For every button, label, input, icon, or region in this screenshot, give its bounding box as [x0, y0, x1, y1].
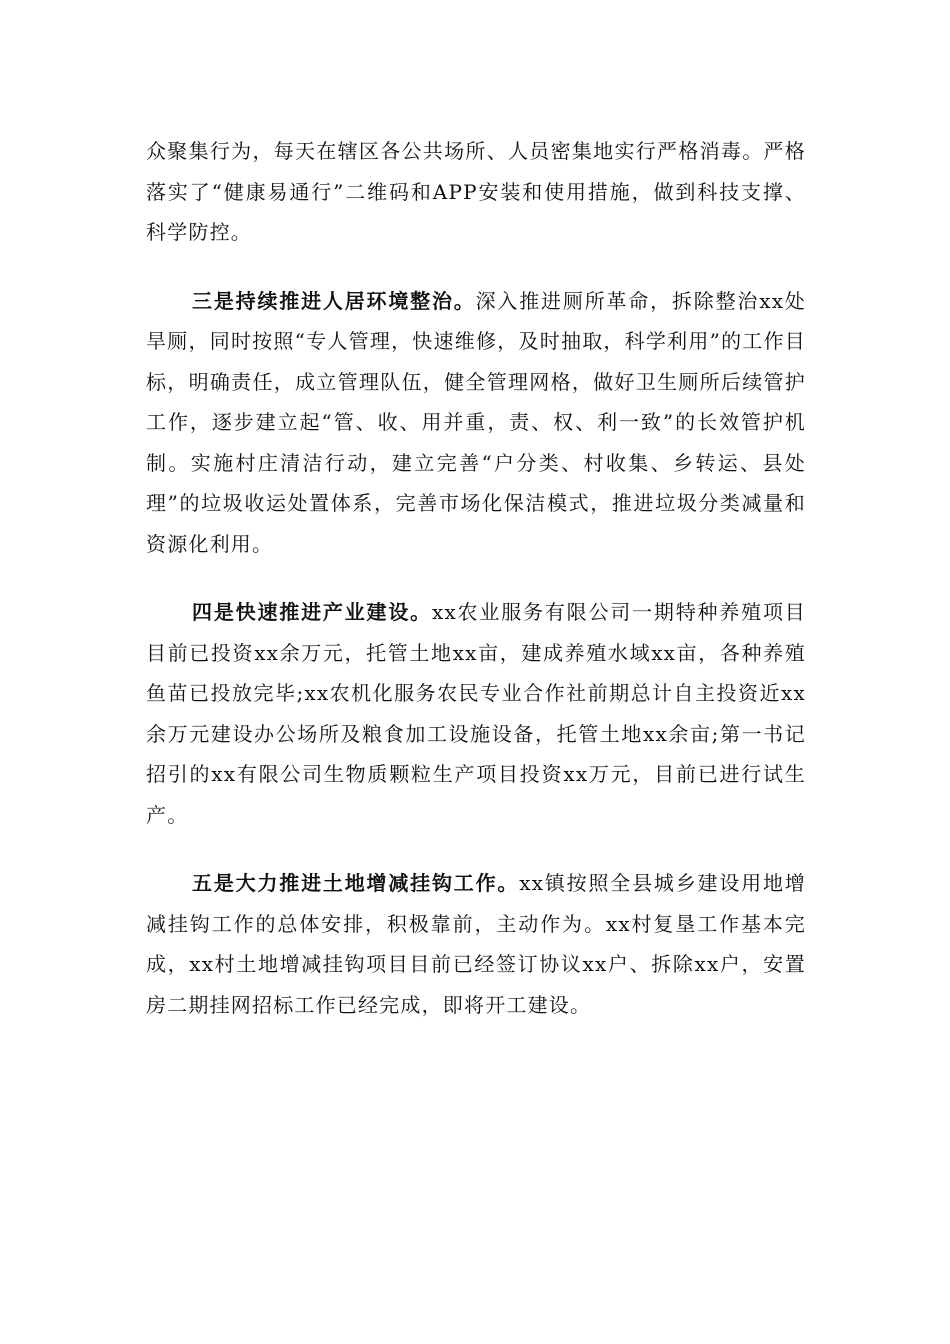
- paragraph-epidemic-control: [146, 131, 806, 253]
- paragraph-industry-construction: [146, 592, 806, 835]
- paragraph-text: 深入推进厕所革命，拆除整治xx处旱厕，同时按照“专人管理，快速维修，及时抽取，科学利用”的工作目标，明确责任，成立管理队伍，健全管理网格，做好卫生厕所后续管护工作，逐步建立起“管、收、用并重，责、权、利一致”的长效管护机制。实施村庄清洁行动，建立完善“户分类、村收集、乡转运、县处理”的垃圾收运处置体系，完善市场化保洁模式，推进垃圾分类减量和资源化利用。: [146, 288, 806, 556]
- paragraph-text: 众聚集行为，每天在辖区各公共场所、人员密集地实行严格消毒。严格落实了“健康易通行”二维码和APP安装和使用措施，做到科技支撑、科学防控。: [146, 139, 806, 244]
- document-body: [146, 131, 806, 1025]
- paragraph-lead: 五是大力推进土地增减挂钩工作。: [192, 871, 520, 895]
- paragraph-lead: 三是持续推进人居环境整治。: [192, 288, 476, 313]
- paragraph-lead: 四是快速推进产业建设。: [192, 600, 432, 624]
- paragraph-living-environment: [146, 281, 806, 565]
- paragraph-text: xx镇按照全县城乡建设用地增减挂钩工作的总体安排，积极靠前，主动作为。xx村复垦工作基本完成，xx村土地增减挂钩项目目前已经签订协议xx户、拆除xx户，安置房二期挂网招标工作已经完成，即将开工建设。: [146, 871, 807, 1017]
- paragraph-text: xx农业服务有限公司一期特种养殖项目目前已投资xx余万元，托管土地xx亩，建成养殖水域xx亩，各种养殖鱼苗已投放完毕;xx农机化服务农民专业合作社前期总计自主投资近xx余万元建设办公场所及粮食加工设施设备，托管土地xx余亩;第一书记招引的xx有限公司生物质颗粒生产项目投资xx万元，目前已进行试生产。: [146, 600, 806, 827]
- paragraph-land-linkage: [146, 863, 806, 1025]
